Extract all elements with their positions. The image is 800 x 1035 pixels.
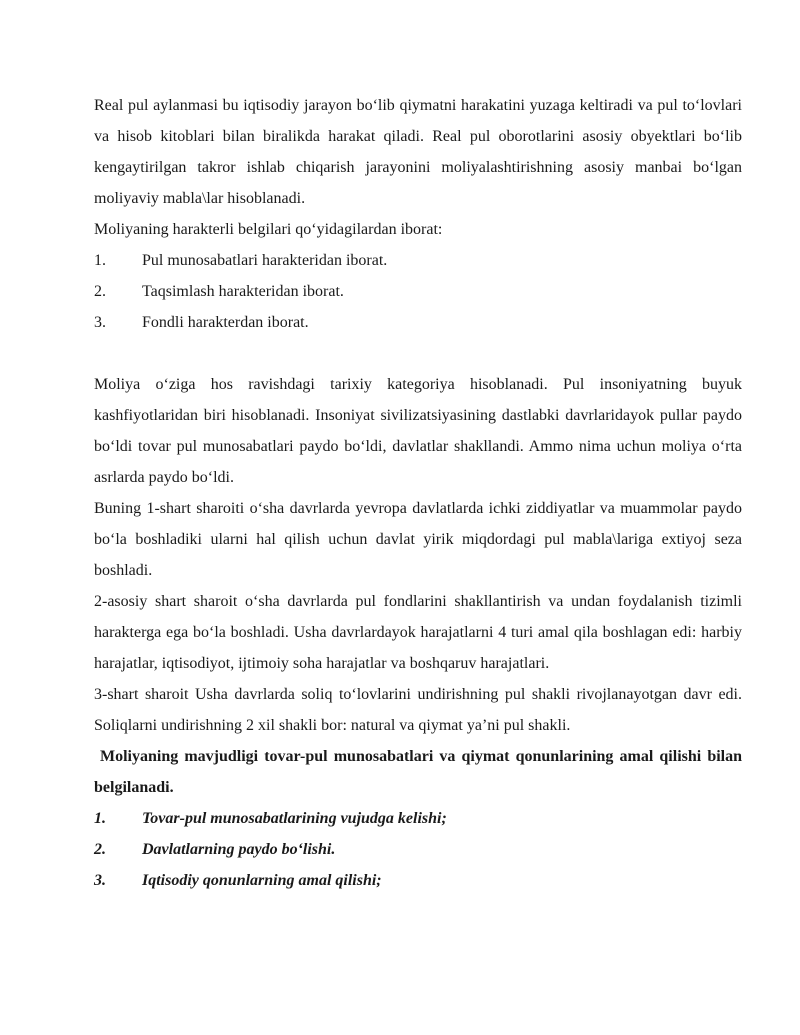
list-text: Iqtisodiy qonunlarning amal qilishi; bbox=[142, 872, 382, 889]
list-text: Fondli harakterdan iborat. bbox=[142, 314, 309, 331]
paragraph-shart-1: Buning 1-shart sharoiti o‘sha davrlarda yevropa davlatlarda ichki ziddiyatlar va muammolar paydo bo‘la boshladiki ularni hal qilish uchun davlat yirik miqdordagi pul mabla\lariga extiyoj seza boshladi. bbox=[94, 500, 742, 579]
list-text: Davlatlarning paydo bo‘lishi. bbox=[142, 841, 336, 858]
list-item bbox=[94, 276, 742, 307]
list-item bbox=[94, 803, 742, 834]
list-text: Tovar-pul munosabatlarining vujudga kelishi; bbox=[142, 810, 447, 827]
list-text: Taqsimlash harakteridan iborat. bbox=[142, 283, 344, 300]
list-number: 1. bbox=[94, 252, 106, 269]
list-number: 3. bbox=[94, 314, 106, 331]
paragraph-moliya-mavjudligi: Moliyaning mavjudligi tovar-pul munosabatlari va qiymat qonunlarining amal qilishi bilan belgilanadi. bbox=[94, 748, 742, 796]
paragraph-moliya-tarixiy: Moliya o‘ziga hos ravishdagi tarixiy kategoriya hisoblanadi. Pul insoniyatning buyuk kashfiyotlaridan biri hisoblanadi. Insoniyat sivilizatsiyasining dastlabki davrlaridayok pullar paydo bo‘ldi tovar pul munosabatlari paydo bo‘ldi, davlatlar shakllandi. Ammo nima uchun moliya o‘rta asrlarda paydo bo‘ldi. bbox=[94, 376, 742, 486]
list-number: 1. bbox=[94, 810, 106, 827]
list-item bbox=[94, 245, 742, 276]
list-number: 2. bbox=[94, 283, 106, 300]
document-page bbox=[94, 90, 742, 896]
paragraph-shart-3: 3-shart sharoit Usha davrlarda soliq to‘lovlarini undirishning pul shakli rivojlanayotgan davr edi. Soliqlarni undirishning 2 xil shakli bor: natural va qiymat ya’ni pul shakli. bbox=[94, 686, 742, 734]
list-item bbox=[94, 834, 742, 865]
list-belgilar bbox=[94, 245, 742, 338]
list-number: 3. bbox=[94, 872, 106, 889]
paragraph-shart-2: 2-asosiy shart sharoit o‘sha davrlarda pul fondlarini shakllantirish va undan foydalanish tizimli harakterga ega bo‘la boshladi. Usha davrlardayok harajatlarni 4 turi amal qila boshlagan edi: harbiy harajatlar, iqtisodiyot, ijtimoiy soha harajatlar va boshqaruv harajatlari. bbox=[94, 593, 742, 672]
list-item bbox=[94, 865, 742, 896]
paragraph-real-pul: Real pul aylanmasi bu iqtisodiy jarayon bo‘lib qiymatni harakatini yuzaga keltiradi va pul to‘lovlari va hisob kitoblari bilan biralikda harakat qiladi. Real pul oborotlarini asosiy obyektlari bo‘lib kengaytirilgan takror ishlab chiqarish jarayonini moliyalashtirishning asosiy manbai bo‘lgan moliyaviy mabla\lar hisoblanadi. bbox=[94, 97, 742, 207]
paragraph-harakterli-belgilar: Moliyaning harakterli belgilari qo‘yidagilardan iborat: bbox=[94, 221, 443, 238]
list-mavjudlik-omillari bbox=[94, 803, 742, 896]
list-item bbox=[94, 307, 742, 338]
list-text: Pul munosabatlari harakteridan iborat. bbox=[142, 252, 388, 269]
list-number: 2. bbox=[94, 841, 106, 858]
paragraph-gap bbox=[94, 338, 742, 369]
